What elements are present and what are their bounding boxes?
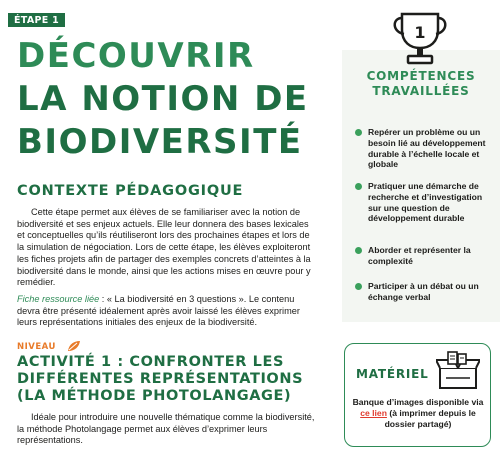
box-icon xyxy=(436,350,480,390)
bullet-dot xyxy=(355,129,362,136)
material-text xyxy=(348,397,488,429)
skill-text: Repérer un problème ou un besoin lié au développement durable à l’échelle locale et globale xyxy=(368,127,486,170)
resource-text: : « La biodiversité en 3 questions ». Le contenu devra être présenté idéalement après avoir laissé les élèves exprimer leurs représentations initiales des enjeux de la biodiversité. xyxy=(17,294,300,328)
material-title: MATÉRIEL xyxy=(356,367,429,381)
trophy-icon xyxy=(388,8,452,70)
stage-badge: ÉTAPE 1 xyxy=(8,13,65,27)
resource-label[interactable]: Fiche ressource liée xyxy=(17,294,100,304)
skill-text: Aborder et représenter la complexité xyxy=(368,245,471,266)
trophy-number: 1 xyxy=(414,23,426,42)
activity-title-line-1: ACTIVITÉ 1 : CONFRONTER LES xyxy=(17,354,285,370)
material-text-after: (à imprimer depuis le dossier partagé) xyxy=(384,407,476,429)
skill-item xyxy=(355,245,495,267)
skills-title-line-2: TRAVAILLÉES xyxy=(372,83,470,98)
bullet-dot xyxy=(355,283,362,290)
skill-item xyxy=(355,127,495,170)
skill-text: Participer à un débat ou un échange verbal xyxy=(368,281,479,302)
context-paragraph: Cette étape permet aux élèves de se familiariser avec la notion de biodiversité et ses enjeux actuels. Elle leur donnera des bases lexicales et conceptuelles qu’ils réutiliseront lors des prochaines étapes et lors de la simulation de négociation. Lors de cette étape, les élèves exploiteront les fiches projets afin de partager des exemples concrets d’atteintes à la biodiversité dans le monde, ainsi que les actions mises en œuvre pour y remédier. xyxy=(17,207,311,288)
title-line-1: DÉCOUVRIR xyxy=(17,36,255,76)
bullet-dot xyxy=(355,183,362,190)
title-line-3: BIODIVERSITÉ xyxy=(17,122,303,162)
activity-title-line-3: (LA MÉTHODE PHOTOLANGAGE) xyxy=(17,388,292,404)
bullet-dot xyxy=(355,247,362,254)
leaf-icon xyxy=(67,340,81,352)
activity-paragraph: Idéale pour introduire une nouvelle thématique comme la biodiversité, la méthode Photolangage permet aux élèves d’exprimer leurs représentations. xyxy=(17,412,315,446)
activity-title-line-2: DIFFÉRENTES REPRÉSENTATIONS xyxy=(17,371,304,387)
resource-paragraph xyxy=(17,294,317,329)
material-text-before: Banque d’images disponible via xyxy=(352,397,484,407)
skill-text: Pratiquer une démarche de recherche et d’investigation sur une question de développement durable xyxy=(368,181,483,224)
skill-item xyxy=(355,181,495,224)
context-heading: CONTEXTE PÉDAGOGIQUE xyxy=(17,183,244,199)
skill-item xyxy=(355,281,495,303)
title-line-2: LA NOTION DE xyxy=(17,79,309,119)
skills-title xyxy=(342,69,500,98)
level-label: NIVEAU xyxy=(17,342,56,352)
material-link[interactable]: ce lien xyxy=(360,407,387,418)
skills-title-line-1: COMPÉTENCES xyxy=(366,69,476,83)
